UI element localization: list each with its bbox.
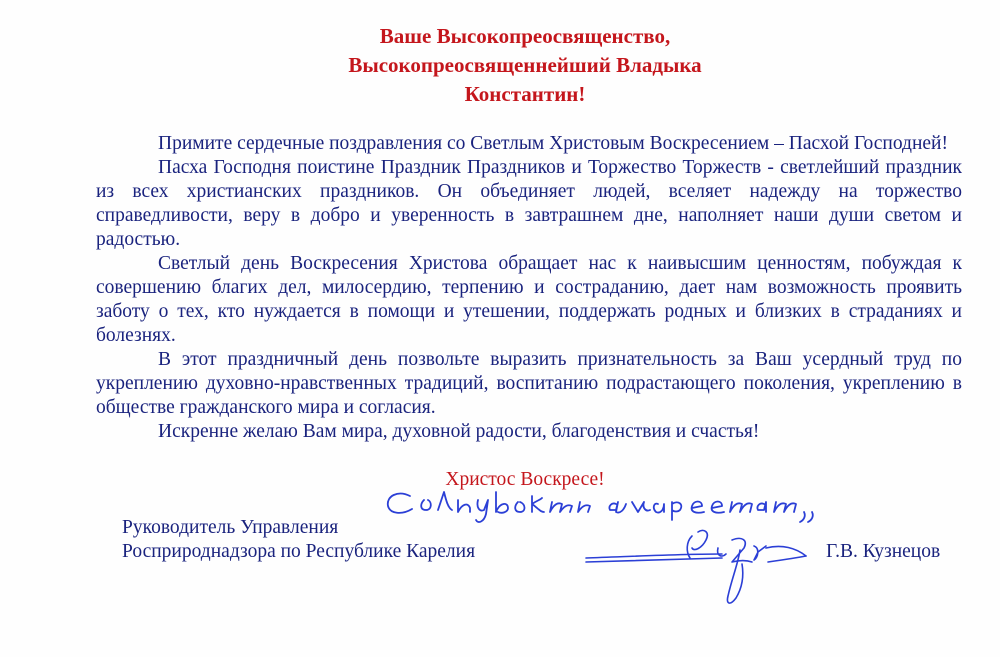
paragraph-3: Светлый день Воскресения Христова обращает нас к наивысшим ценностям, побуждая к совершению благих дел, милосердию, терпению и состраданию, дает нам возможность проявить заботу о тех, кто нуждается в помощи и утешении, поддержать родных и близких в страданиях и болезнях.	[96, 253, 962, 346]
greeting-line-3: Константин!	[464, 82, 586, 106]
signer-title-line-2: Росприроднадзора по Республике Карелия	[122, 541, 476, 562]
greeting-line-2: Высокопреосвященнейший Владыка	[348, 53, 702, 77]
closing-phrase: Христос Воскресе!	[445, 469, 605, 490]
paragraph-5: Искренне желаю Вам мира, духовной радости, благоденствия и счастья!	[158, 421, 760, 442]
paragraph-2: Пасха Господня поистине Праздник Праздников и Торжество Торжеств - светлейший праздник из всех христианских праздников. Он объединяет людей, вселяет надежду на торжество справедливости, веру в добро и уверенность в завтрашнем дне, наполняет наши души светом и радостью.	[96, 157, 962, 250]
greeting-line-1: Ваше Высокопреосвященство,	[379, 24, 671, 48]
paragraph-1: Примите сердечные поздравления со Светлым Христовым Воскресением – Пасхой Господней!	[158, 133, 948, 154]
letter-body	[96, 132, 962, 444]
signer-title-line-1: Руководитель Управления	[122, 517, 339, 538]
paragraph-4: В этот праздничный день позвольте выразить признательность за Ваш усердный труд по укреплению духовно-нравственных традиций, воспитанию подрастающего поколения, укреплению в обществе гражданского мира и согласия.	[96, 349, 962, 418]
signature	[582, 518, 812, 613]
signer-name: Г.В. Кузнецов	[826, 541, 941, 562]
